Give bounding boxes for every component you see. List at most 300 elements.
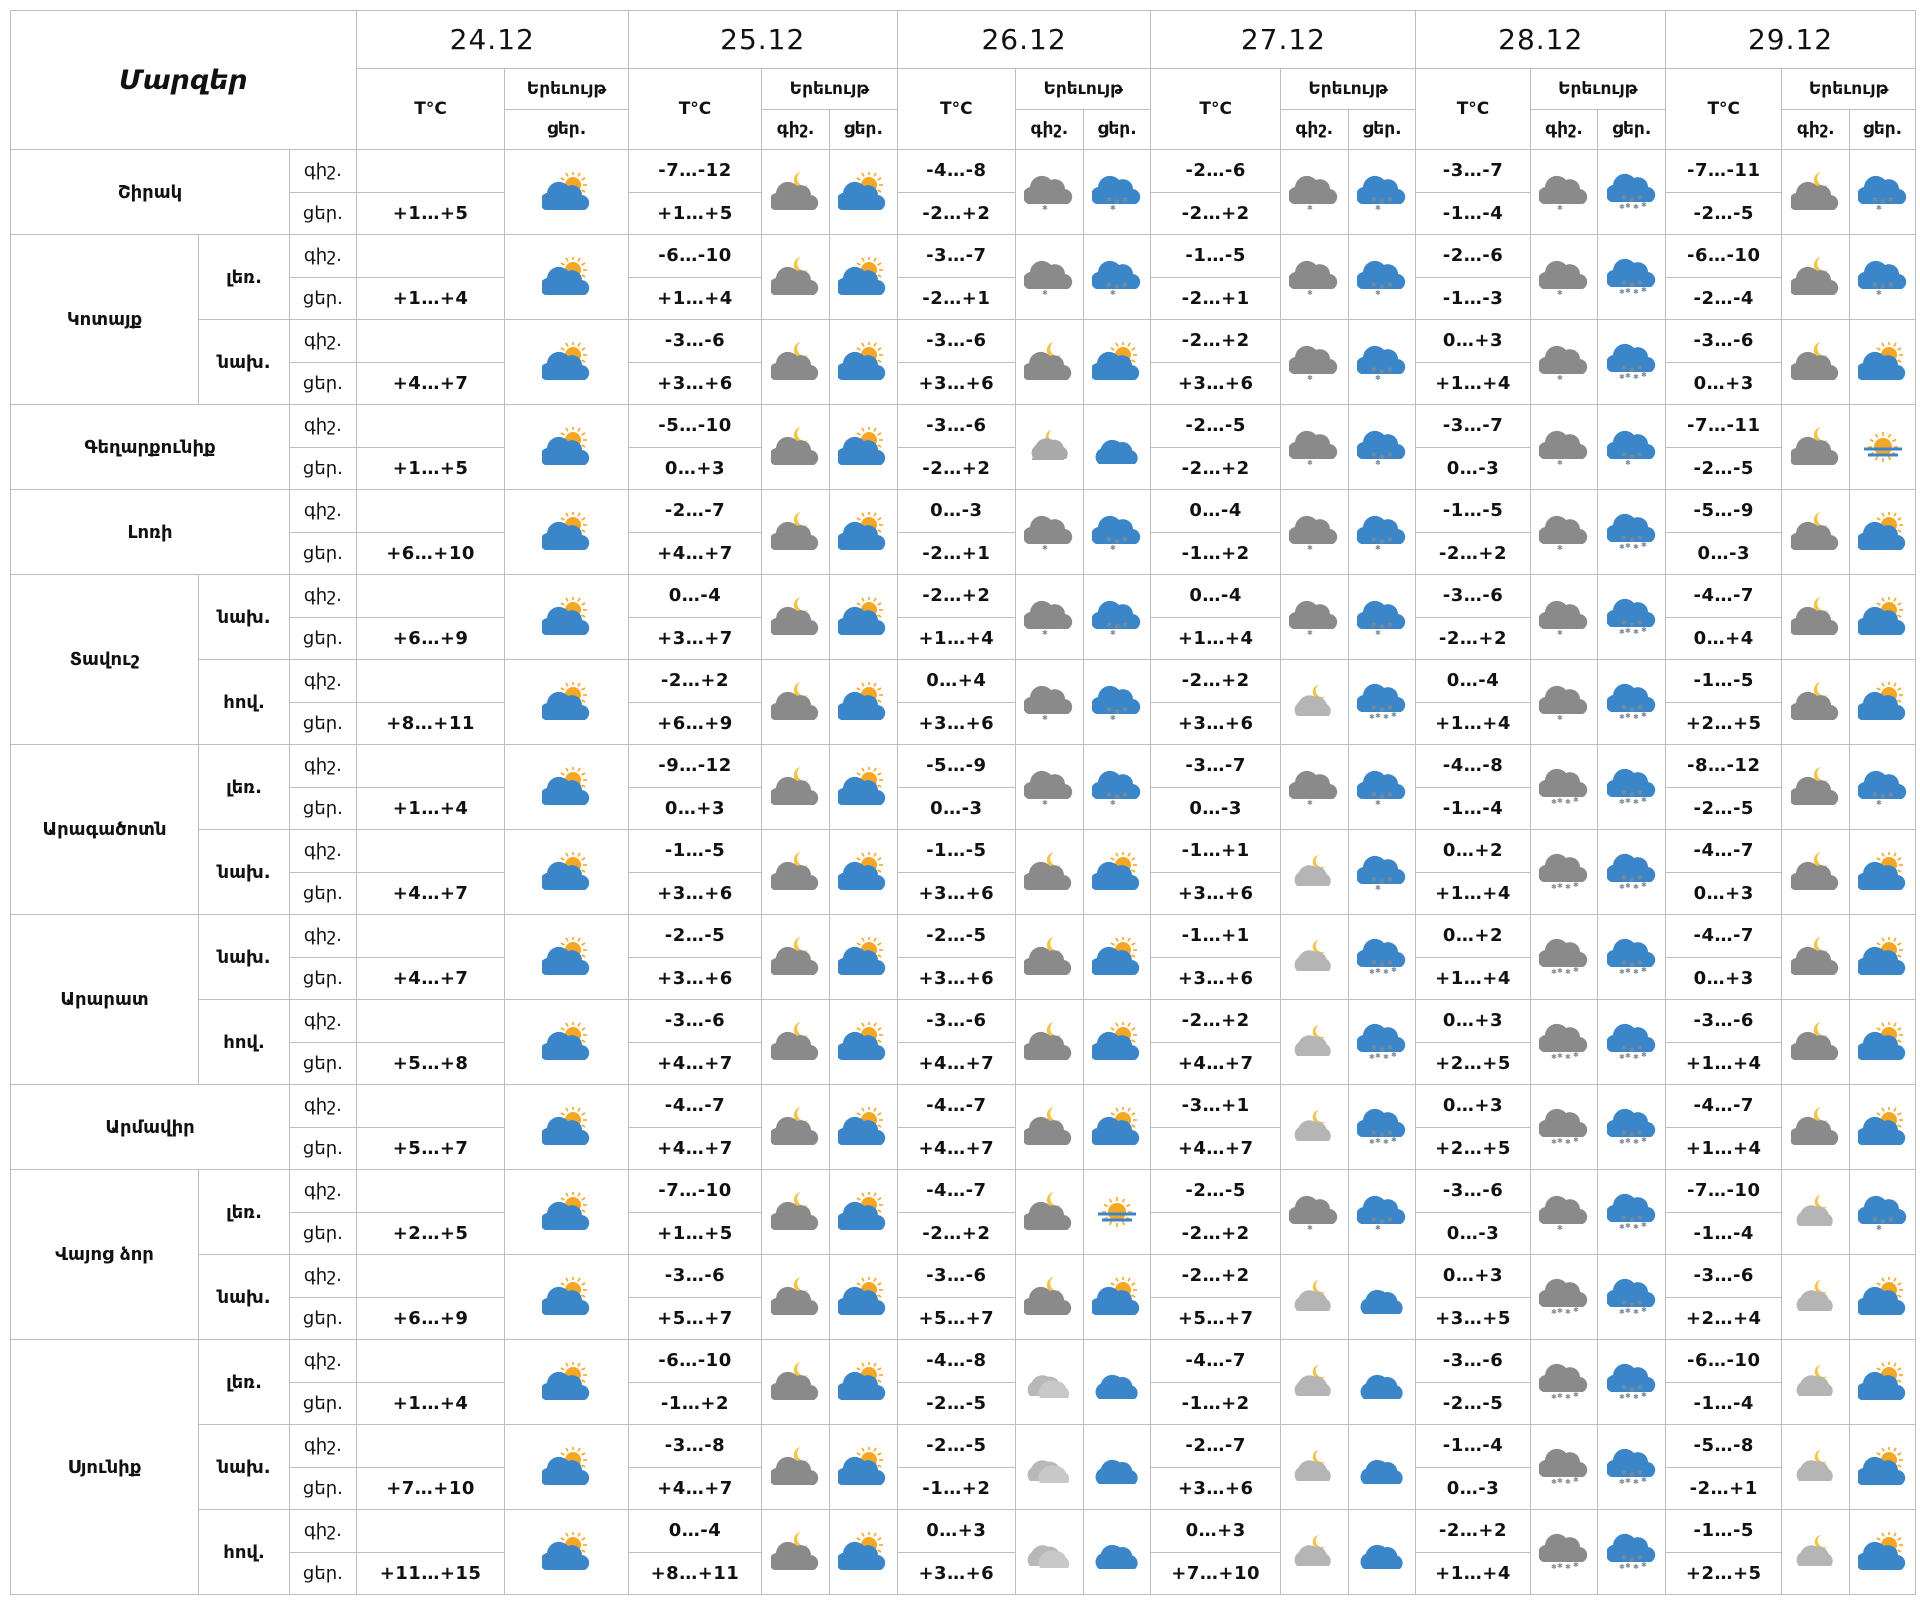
cloud-day-icon: [1092, 1362, 1142, 1402]
temperature-cell: +1…+4: [897, 617, 1015, 660]
svg-text:✱: ✱: [1624, 967, 1631, 975]
temp-header: T°C: [1416, 69, 1530, 150]
temperature-cell: -2…-7: [628, 490, 761, 533]
svg-text:✱: ✱: [1550, 1393, 1557, 1401]
weather-icon-cell: [762, 490, 830, 575]
weather-icon-cell: [1015, 830, 1083, 915]
partly-cloudy-night-icon: [1791, 937, 1841, 977]
weather-icon-cell: [1015, 320, 1083, 405]
snow-night-icon: [1539, 512, 1589, 552]
svg-text:✱: ✱: [1038, 706, 1045, 714]
time-of-day-label: գիշ.: [290, 490, 357, 533]
temperature-cell: -1…-5: [1666, 1510, 1782, 1553]
svg-text:✱: ✱: [1556, 374, 1563, 382]
heavy-snow-day-icon: [1607, 597, 1657, 637]
svg-text:✱: ✱: [1564, 1053, 1571, 1061]
weather-icon-cell: [1280, 1510, 1348, 1595]
svg-text:✱: ✱: [1374, 967, 1381, 975]
snow-night-icon: [1289, 597, 1339, 637]
svg-text:✱: ✱: [1386, 1216, 1393, 1224]
temperature-cell: -2…-5: [897, 1425, 1015, 1468]
weather-icon-cell: [505, 405, 628, 490]
svg-text:✱: ✱: [1370, 1216, 1377, 1224]
day-subheader: ցեր.: [1850, 109, 1916, 150]
temperature-cell: -2…+1: [897, 277, 1015, 320]
svg-text:✱: ✱: [1303, 621, 1310, 629]
weather-icon-cell: [1280, 915, 1348, 1000]
snow-day-icon: [1607, 427, 1657, 467]
temperature-cell: -3…-6: [897, 1000, 1015, 1043]
partly-cloudy-night-icon: [771, 767, 821, 807]
weather-icon-cell: [1850, 575, 1916, 660]
svg-text:✱: ✱: [1378, 1046, 1385, 1054]
weather-icon-cell: [1530, 1425, 1598, 1510]
subzone-label: հով.: [199, 1510, 290, 1595]
svg-text:✱: ✱: [1106, 281, 1112, 289]
temperature-cell: -1…+1: [1151, 915, 1280, 958]
subzone-label: լեռ.: [199, 1340, 290, 1425]
heavy-snow-night-icon: [1539, 1022, 1589, 1062]
partly-cloudy-day-icon: [1858, 1532, 1908, 1572]
subzone-label: նախ.: [199, 830, 290, 915]
temperature-cell: -3…-7: [1151, 745, 1280, 788]
moon-cloud-icon: [1791, 1532, 1841, 1572]
temperature-cell: 0…+3: [1666, 362, 1782, 405]
svg-text:✱: ✱: [1887, 1216, 1894, 1224]
date-header: 26.12: [897, 11, 1151, 69]
partly-cloudy-day-icon: [1858, 1277, 1908, 1317]
cloudy-night-icon: [1024, 1532, 1074, 1572]
time-of-day-label: ցեր.: [290, 1467, 357, 1510]
svg-text:✱: ✱: [1378, 961, 1385, 969]
table-row: [11, 745, 1916, 788]
svg-text:✱: ✱: [1628, 961, 1635, 969]
svg-text:✱: ✱: [1624, 1392, 1631, 1400]
svg-text:✱: ✱: [1871, 1216, 1878, 1224]
svg-text:✱: ✱: [1640, 966, 1647, 974]
svg-text:✱: ✱: [1640, 711, 1647, 719]
weather-icon-cell: [1083, 1000, 1151, 1085]
svg-text:✱: ✱: [1303, 281, 1310, 289]
temperature-cell: -5…-10: [628, 405, 761, 448]
svg-text:✱: ✱: [1370, 876, 1377, 884]
svg-text:✱: ✱: [1632, 1053, 1639, 1061]
weather-icon-cell: [1598, 1170, 1666, 1255]
temperature-cell: +3…+6: [897, 957, 1015, 1000]
cloud-day-icon: [1357, 1277, 1407, 1317]
svg-text:✱: ✱: [1556, 1224, 1563, 1232]
heavy-snow-night-icon: [1539, 1447, 1589, 1487]
temperature-cell: +6…+10: [356, 532, 505, 575]
svg-text:✱: ✱: [1552, 874, 1559, 882]
night-subheader: գիշ.: [762, 109, 830, 150]
temperature-cell: 0…+3: [1416, 1085, 1530, 1128]
temperature-cell: -3…-6: [897, 405, 1015, 448]
svg-text:✱: ✱: [1386, 704, 1393, 712]
temperature-cell: +4…+7: [356, 362, 505, 405]
temperature-cell: -1…-4: [1416, 1425, 1530, 1468]
svg-text:✱: ✱: [1628, 1471, 1635, 1479]
weather-icon-cell: [1530, 150, 1598, 235]
svg-text:✱: ✱: [1632, 628, 1639, 636]
weather-icon-cell: [1850, 1000, 1916, 1085]
svg-text:✱: ✱: [1632, 1138, 1639, 1146]
snow-night-icon: [1539, 257, 1589, 297]
svg-text:✱: ✱: [1114, 283, 1120, 291]
svg-text:✱: ✱: [1307, 544, 1314, 552]
phenomena-header: Երեւույթ: [1782, 69, 1916, 110]
weather-icon-cell: [1782, 235, 1850, 320]
svg-text:✱: ✱: [1046, 623, 1053, 631]
svg-text:✱: ✱: [1568, 1554, 1575, 1562]
weather-icon-cell: [1280, 830, 1348, 915]
table-row: [11, 1000, 1916, 1043]
snow-day-icon: [1858, 257, 1908, 297]
weather-icon-cell: [1850, 235, 1916, 320]
svg-text:✱: ✱: [1632, 798, 1639, 806]
heavy-snow-night-icon: [1539, 767, 1589, 807]
snow-day-icon: [1092, 172, 1142, 212]
temperature-cell: 0…-3: [897, 787, 1015, 830]
temperature-cell: -3…-6: [897, 320, 1015, 363]
weather-icon-cell: [1782, 575, 1850, 660]
temperature-cell: [356, 1425, 505, 1468]
heavy-snow-day-icon: [1357, 682, 1407, 722]
time-of-day-label: գիշ.: [290, 1510, 357, 1553]
svg-text:✱: ✱: [1370, 366, 1377, 374]
weather-icon-cell: [1083, 1340, 1151, 1425]
svg-text:✱: ✱: [1368, 1053, 1375, 1061]
svg-text:✱: ✱: [1636, 364, 1643, 372]
svg-text:✱: ✱: [1568, 281, 1575, 289]
weather-icon-cell: [1850, 1425, 1916, 1510]
svg-text:✱: ✱: [1624, 627, 1631, 635]
moon-cloud-icon: [1289, 682, 1339, 722]
weather-icon-cell: [1280, 320, 1348, 405]
weather-icon-cell: [1598, 1510, 1666, 1595]
moon-cloud-icon: [1791, 1277, 1841, 1317]
svg-text:✱: ✱: [1624, 797, 1631, 805]
partly-cloudy-night-icon: [1791, 342, 1841, 382]
moon-cloud-icon: [1289, 1277, 1339, 1317]
day-subheader: ցեր.: [829, 109, 897, 150]
svg-text:✱: ✱: [1370, 704, 1377, 712]
weather-icon-cell: [1598, 1085, 1666, 1170]
temperature-cell: 0…-3: [1416, 1467, 1530, 1510]
temperature-cell: +3…+6: [1151, 1467, 1280, 1510]
moon-cloud-icon: [1289, 1107, 1339, 1147]
svg-text:✱: ✱: [1564, 968, 1571, 976]
temperature-cell: 0…+3: [1151, 1510, 1280, 1553]
weather-icon-cell: [829, 1510, 897, 1595]
weather-icon-cell: [1598, 1425, 1666, 1510]
weather-icon-cell: [1598, 1000, 1666, 1085]
partly-cloudy-day-icon: [1092, 1277, 1142, 1317]
temperature-cell: +6…+9: [356, 1297, 505, 1340]
weather-icon-cell: [829, 1170, 897, 1255]
temperature-cell: +2…+5: [1416, 1127, 1530, 1170]
temperature-cell: +5…+7: [1151, 1297, 1280, 1340]
weather-icon-cell: [1015, 660, 1083, 745]
temperature-cell: -2…+2: [1151, 320, 1280, 363]
temperature-cell: 0…+4: [1666, 617, 1782, 660]
night-subheader: գիշ.: [1782, 109, 1850, 150]
weather-icon-cell: [1598, 915, 1666, 1000]
partly-cloudy-night-icon: [1791, 597, 1841, 637]
svg-text:✱: ✱: [1311, 453, 1318, 461]
regions-header: Մարզեր: [11, 11, 357, 150]
svg-text:✱: ✱: [1636, 704, 1643, 712]
weather-icon-cell: [1850, 150, 1916, 235]
svg-text:✱: ✱: [1552, 366, 1559, 374]
heavy-snow-night-icon: [1539, 1277, 1589, 1317]
svg-text:✱: ✱: [1572, 1561, 1579, 1569]
svg-text:✱: ✱: [1552, 706, 1559, 714]
svg-text:✱: ✱: [1564, 1308, 1571, 1316]
svg-text:✱: ✱: [1628, 791, 1635, 799]
svg-text:✱: ✱: [1624, 372, 1631, 380]
svg-text:✱: ✱: [1568, 451, 1575, 459]
phenomena-header: Երեւույթ: [1015, 69, 1150, 110]
partly-cloudy-day-icon: [838, 257, 888, 297]
temperature-cell: -6…-10: [628, 1340, 761, 1383]
svg-text:✱: ✱: [1374, 712, 1381, 720]
time-of-day-label: ցեր.: [290, 1212, 357, 1255]
subzone-label: նախ.: [199, 915, 290, 1000]
temperature-cell: -4…-7: [897, 1170, 1015, 1213]
weather-icon-cell: [1782, 1510, 1850, 1595]
temperature-cell: +3…+6: [1151, 702, 1280, 745]
svg-text:✱: ✱: [1054, 621, 1061, 629]
svg-text:✱: ✱: [1560, 283, 1567, 291]
temperature-cell: -2…+2: [897, 447, 1015, 490]
svg-text:✱: ✱: [1390, 711, 1397, 719]
weather-icon-cell: [1348, 405, 1416, 490]
snow-day-icon: [1357, 342, 1407, 382]
heavy-snow-night-icon: [1539, 1107, 1589, 1147]
weather-icon-cell: [762, 1000, 830, 1085]
weather-icon-cell: [1348, 915, 1416, 1000]
svg-text:✱: ✱: [1307, 1224, 1314, 1232]
weather-icon-cell: [1348, 575, 1416, 660]
snow-night-icon: [1289, 512, 1339, 552]
svg-text:✱: ✱: [1879, 283, 1886, 291]
temperature-cell: +4…+7: [1151, 1042, 1280, 1085]
weather-icon-cell: [1015, 1425, 1083, 1510]
partly-cloudy-night-icon: [771, 682, 821, 722]
temperature-cell: +4…+7: [628, 1127, 761, 1170]
partly-cloudy-day-icon: [542, 937, 592, 977]
partly-cloudy-night-icon: [771, 257, 821, 297]
heavy-snow-day-icon: [1607, 767, 1657, 807]
temperature-cell: -2…-6: [1416, 235, 1530, 278]
weather-icon-cell: [1782, 915, 1850, 1000]
temperature-cell: [356, 150, 505, 193]
temperature-cell: +4…+7: [897, 1127, 1015, 1170]
svg-text:✱: ✱: [1307, 374, 1314, 382]
partly-cloudy-day-icon: [1858, 1447, 1908, 1487]
weather-icon-cell: [1530, 1170, 1598, 1255]
partly-cloudy-night-icon: [1024, 1022, 1074, 1062]
weather-icon-cell: [1015, 915, 1083, 1000]
svg-text:✱: ✱: [1620, 279, 1627, 287]
temperature-cell: -3…-6: [628, 320, 761, 363]
time-of-day-label: ցեր.: [290, 1297, 357, 1340]
temperature-cell: +3…+6: [1151, 957, 1280, 1000]
partly-cloudy-day-icon: [838, 512, 888, 552]
partly-cloudy-night-icon: [771, 427, 821, 467]
temperature-cell: +4…+7: [897, 1042, 1015, 1085]
svg-text:✱: ✱: [1572, 881, 1579, 889]
phenomena-header: Երեւույթ: [1530, 69, 1665, 110]
weather-icon-cell: [1015, 745, 1083, 830]
temperature-cell: -1…-4: [1666, 1212, 1782, 1255]
heavy-snow-night-icon: [1539, 1362, 1589, 1402]
svg-text:✱: ✱: [1624, 1562, 1631, 1570]
temperature-cell: [356, 490, 505, 533]
moon-cloud-icon: [1289, 1362, 1339, 1402]
cloud-day-icon: [1357, 1362, 1407, 1402]
weather-icon-cell: [1850, 1170, 1916, 1255]
temperature-cell: -1…-4: [1416, 192, 1530, 235]
temperature-cell: 0…-3: [1416, 447, 1530, 490]
svg-text:✱: ✱: [1046, 708, 1053, 716]
svg-text:✱: ✱: [1122, 706, 1128, 714]
svg-text:✱: ✱: [1564, 1138, 1571, 1146]
svg-text:✱: ✱: [1628, 1216, 1635, 1224]
temperature-cell: -1…+2: [897, 1467, 1015, 1510]
svg-text:✱: ✱: [1618, 1393, 1625, 1401]
temperature-cell: 0…-3: [1666, 532, 1782, 575]
temperature-cell: [356, 405, 505, 448]
table-row: [11, 320, 1916, 363]
table-row: [11, 405, 1916, 448]
svg-text:✱: ✱: [1311, 198, 1318, 206]
svg-text:✱: ✱: [1556, 1137, 1563, 1145]
cloud-day-icon: [1092, 427, 1142, 467]
cloud-day-icon: [1092, 1532, 1142, 1572]
weather-icon-cell: [762, 915, 830, 1000]
temperature-cell: +1…+5: [356, 447, 505, 490]
svg-text:✱: ✱: [1640, 541, 1647, 549]
weather-icon-cell: [1530, 575, 1598, 660]
moon-cloud-icon: [1289, 1022, 1339, 1062]
svg-text:✱: ✱: [1386, 451, 1393, 459]
temperature-cell: -3…-6: [1416, 575, 1530, 618]
svg-text:✱: ✱: [1368, 713, 1375, 721]
svg-text:✱: ✱: [1560, 961, 1567, 969]
partly-cloudy-day-icon: [1858, 1362, 1908, 1402]
svg-text:✱: ✱: [1556, 967, 1563, 975]
temperature-cell: +4…+7: [628, 532, 761, 575]
partly-cloudy-day-icon: [1092, 342, 1142, 382]
svg-text:✱: ✱: [1636, 874, 1643, 882]
svg-text:✱: ✱: [1624, 542, 1631, 550]
snow-night-icon: [1289, 342, 1339, 382]
svg-text:✱: ✱: [1560, 453, 1567, 461]
svg-text:✱: ✱: [1374, 204, 1381, 212]
partly-cloudy-day-icon: [542, 512, 592, 552]
svg-text:✱: ✱: [1556, 882, 1563, 890]
weather-icon-cell: [1348, 660, 1416, 745]
snow-day-icon: [1092, 597, 1142, 637]
temperature-cell: -6…-10: [628, 235, 761, 278]
temperature-cell: +1…+4: [1666, 1127, 1782, 1170]
temperature-cell: 0…+3: [897, 1510, 1015, 1553]
night-subheader: գիշ.: [1015, 109, 1083, 150]
temperature-cell: +1…+5: [356, 192, 505, 235]
svg-text:✱: ✱: [1572, 1136, 1579, 1144]
svg-text:✱: ✱: [1311, 538, 1318, 546]
svg-text:✱: ✱: [1618, 373, 1625, 381]
weather-icon-cell: [1015, 1170, 1083, 1255]
svg-text:✱: ✱: [1636, 1384, 1643, 1392]
weather-icon-cell: [829, 405, 897, 490]
svg-text:✱: ✱: [1628, 281, 1635, 289]
weather-icon-cell: [762, 1425, 830, 1510]
moon-cloud-icon: [1791, 1362, 1841, 1402]
date-header: 29.12: [1666, 11, 1916, 69]
weather-icon-cell: [1598, 1255, 1666, 1340]
weather-icon-cell: [1083, 830, 1151, 915]
weather-icon-cell: [762, 830, 830, 915]
snow-day-icon: [1357, 767, 1407, 807]
weather-icon-cell: [1782, 1255, 1850, 1340]
weather-icon-cell: [505, 575, 628, 660]
weather-icon-cell: [1530, 660, 1598, 745]
temperature-cell: -2…+2: [1151, 192, 1280, 235]
partly-cloudy-night-icon: [1024, 1192, 1074, 1232]
weather-icon-cell: [762, 1510, 830, 1595]
weather-icon-cell: [1850, 320, 1916, 405]
partly-cloudy-day-icon: [838, 1277, 888, 1317]
svg-text:✱: ✱: [1640, 1476, 1647, 1484]
svg-text:✱: ✱: [1556, 1477, 1563, 1485]
partly-cloudy-day-icon: [542, 1192, 592, 1232]
svg-text:✱: ✱: [1560, 1556, 1567, 1564]
fog-sun-icon: [1858, 427, 1908, 467]
temperature-cell: +3…+5: [1416, 1297, 1530, 1340]
svg-text:✱: ✱: [1378, 453, 1385, 461]
svg-text:✱: ✱: [1110, 289, 1116, 297]
temperature-cell: -4…-8: [897, 1340, 1015, 1383]
svg-text:✱: ✱: [1386, 791, 1393, 799]
svg-text:✱: ✱: [1618, 798, 1625, 806]
partly-cloudy-night-icon: [771, 597, 821, 637]
temperature-cell: +1…+4: [628, 277, 761, 320]
temperature-cell: -6…-10: [1666, 1340, 1782, 1383]
svg-text:✱: ✱: [1624, 1477, 1631, 1485]
header-row-dates: [11, 11, 1916, 69]
svg-text:✱: ✱: [1640, 626, 1647, 634]
partly-cloudy-day-icon: [838, 172, 888, 212]
temperature-cell: -2…-5: [628, 915, 761, 958]
svg-text:✱: ✱: [1556, 204, 1563, 212]
heavy-snow-day-icon: [1607, 1277, 1657, 1317]
svg-text:✱: ✱: [1618, 1563, 1625, 1571]
temperature-cell: -3…-6: [1666, 1255, 1782, 1298]
partly-cloudy-night-icon: [771, 172, 821, 212]
svg-text:✱: ✱: [1556, 714, 1563, 722]
svg-text:✱: ✱: [1568, 1044, 1575, 1052]
temperature-cell: +1…+4: [356, 277, 505, 320]
phenomena-header: Երեւույթ: [1280, 69, 1415, 110]
weather-icon-cell: [505, 235, 628, 320]
temperature-cell: -4…-7: [1666, 915, 1782, 958]
time-of-day-label: ցեր.: [290, 872, 357, 915]
temperature-cell: -2…-5: [1151, 405, 1280, 448]
svg-text:✱: ✱: [1620, 1129, 1627, 1137]
